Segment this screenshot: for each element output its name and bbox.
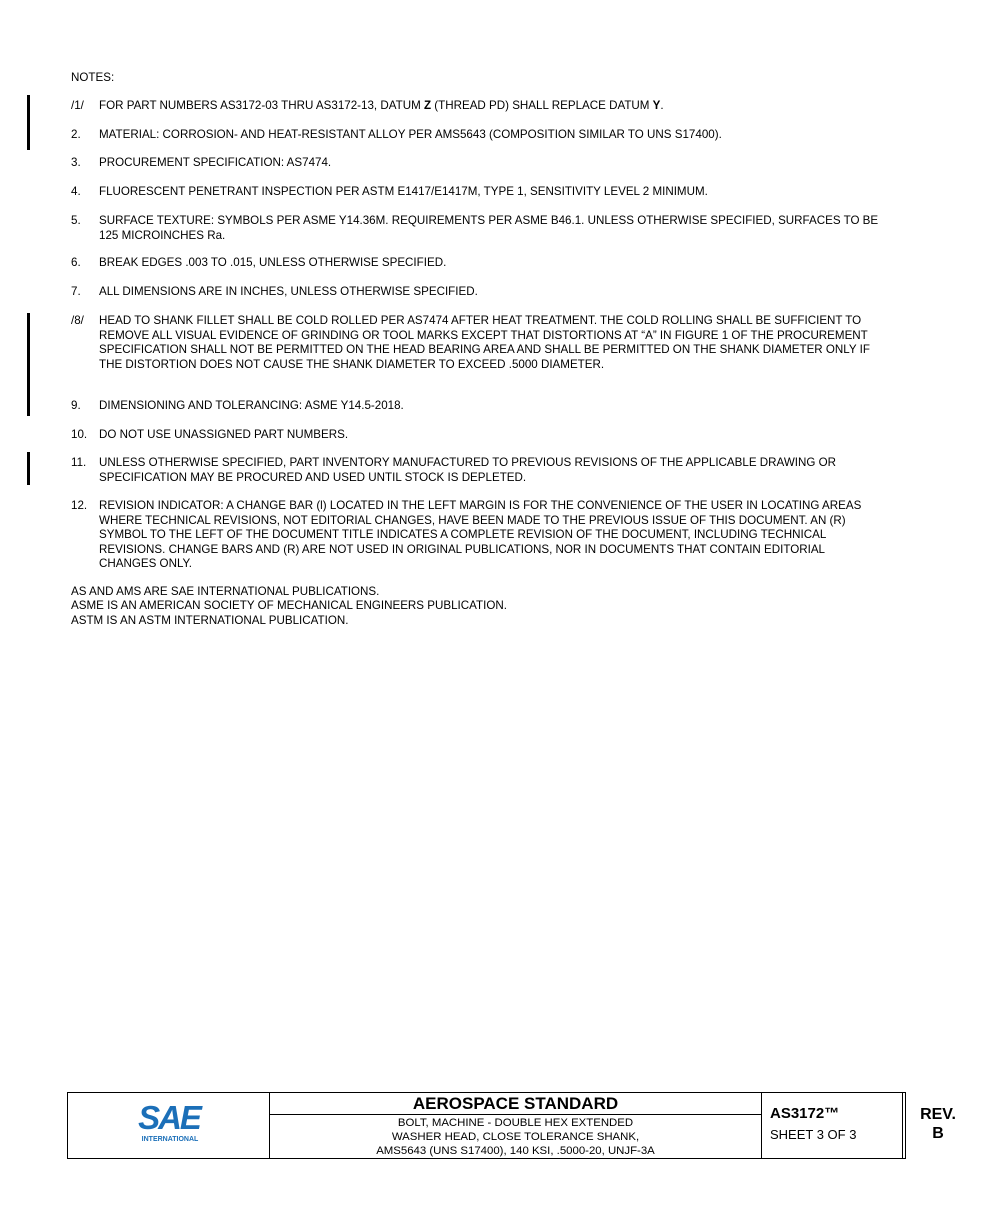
revision-label: REV. (920, 1106, 956, 1123)
note-item (71, 156, 881, 171)
note-text: PROCUREMENT SPECIFICATION: AS7474. (99, 156, 332, 169)
note-item (71, 285, 881, 300)
note-item (71, 499, 881, 572)
revision-cell (903, 1093, 1005, 1158)
note-item (71, 314, 881, 372)
change-bar (27, 452, 30, 485)
document-number: AS3172™ (770, 1105, 840, 1122)
description-line: WASHER HEAD, CLOSE TOLERANCE SHANK, (391, 1131, 640, 1144)
publication-line: AS AND AMS ARE SAE INTERNATIONAL PUBLICATIONS. (71, 585, 380, 598)
part-description (270, 1115, 761, 1159)
publication-line: ASME IS AN AMERICAN SOCIETY OF MECHANICAL ENGINEERS PUBLICATION. (71, 599, 507, 613)
publications-list (71, 585, 507, 628)
note-text: REVISION INDICATOR: A CHANGE BAR (l) LOCATED IN THE LEFT MARGIN IS FOR THE CONVENIENCE OF THE USER IN LOCATING AREAS WHERE TECHNICAL REVISIONS, NOT EDITORIAL CHANGES, HAVE BEEN MADE TO THE PREVIOUS ISSUE OF THIS DOCUMENT. AN (R) SYMBOL TO THE LEFT OF THE DOCUMENT TITLE INDICATES A COMPLETE REVISION OF THE DOCUMENT, INCLUDING TECHNICAL REVISIONS. CHANGE BARS AND (R) ARE NOT USED IN ORIGINAL PUBLICATIONS, NOR IN DOCUMENTS THAT CONTAIN EDITORIAL CHANGES ONLY. (99, 499, 862, 570)
change-bar (27, 313, 30, 416)
note-number: 9. (71, 399, 81, 412)
note-item (71, 428, 881, 443)
note-text: FOR PART NUMBERS AS3172-03 THRU AS3172-13, DATUM Z (THREAD PD) SHALL REPLACE DATUM Y. (99, 99, 664, 112)
note-text: UNLESS OTHERWISE SPECIFIED, PART INVENTORY MANUFACTURED TO PREVIOUS REVISIONS OF THE APPLICABLE DRAWING OR SPECIFICATION MAY BE PROCURED AND USED UNTIL STOCK IS DEPLETED. (99, 456, 837, 484)
svg-text:INTERNATIONAL: INTERNATIONAL (141, 1136, 199, 1143)
sheet-number: SHEET 3 OF 3 (770, 1127, 857, 1142)
note-item (71, 185, 881, 200)
note-number: 2. (71, 128, 81, 141)
note-number: 7. (71, 285, 81, 298)
note-text: HEAD TO SHANK FILLET SHALL BE COLD ROLLED PER AS7474 AFTER HEAT TREATMENT. THE COLD ROLLING SHALL BE SUFFICIENT TO REMOVE ALL VISUAL EVIDENCE OF GRINDING OR TOOL MARKS EXCEPT THAT DISTORTIONS AT “A” IN FIGURE 1 OF THE PROCUREMENT SPECIFICATION SHALL NOT BE PERMITTED ON THE HEAD BEARING AREA AND SHALL BE PERMITTED ON THE SHANK DIAMETER ONLY IF THE DISTORTION DOES NOT CAUSE THE SHANK DIAMETER TO EXCEED .5000 DIAMETER. (99, 314, 870, 371)
note-item (71, 99, 881, 114)
sae-logo (136, 1099, 202, 1143)
document-number-cell (762, 1093, 903, 1158)
note-text: DO NOT USE UNASSIGNED PART NUMBERS. (99, 428, 349, 441)
svg-text:SAE: SAE (138, 1099, 200, 1136)
note-number: 3. (71, 156, 81, 169)
publication-line: ASTM IS AN ASTM INTERNATIONAL PUBLICATION. (71, 613, 349, 627)
change-bar (27, 95, 30, 150)
note-text: ALL DIMENSIONS ARE IN INCHES, UNLESS OTHERWISE SPECIFIED. (99, 285, 478, 298)
note-number: 11. (71, 456, 87, 469)
note-number: 6. (71, 256, 81, 269)
note-item (71, 456, 881, 485)
standard-type: AEROSPACE STANDARD (270, 1093, 761, 1115)
note-number: /1/ (71, 99, 84, 112)
logo-cell (68, 1093, 270, 1158)
revision (903, 1105, 973, 1143)
note-number: /8/ (71, 314, 84, 327)
note-item (71, 214, 881, 243)
note-number: 5. (71, 214, 81, 227)
note-number: 4. (71, 185, 81, 198)
note-text: FLUORESCENT PENETRANT INSPECTION PER ASTM E1417/E1417M, TYPE 1, SENSITIVITY LEVEL 2 MINIMUM. (99, 185, 708, 198)
title-block (67, 1092, 956, 1159)
note-text: MATERIAL: CORROSION- AND HEAT-RESISTANT ALLOY PER AMS5643 (COMPOSITION SIMILAR TO UNS S17400). (99, 128, 722, 141)
note-text: DIMENSIONING AND TOLERANCING: ASME Y14.5-2018. (99, 399, 404, 412)
description-line: BOLT, MACHINE - DOUBLE HEX EXTENDED (397, 1117, 634, 1129)
note-text: BREAK EDGES .003 TO .015, UNLESS OTHERWISE SPECIFIED. (99, 256, 447, 269)
revision-value: B (932, 1125, 944, 1142)
notes-heading: NOTES: (71, 71, 115, 84)
note-item (71, 399, 881, 414)
note-item (71, 128, 881, 143)
note-number: 10. (71, 428, 88, 441)
note-text: SURFACE TEXTURE: SYMBOLS PER ASME Y14.36M. REQUIREMENTS PER ASME B46.1. UNLESS OTHERWISE SPECIFIED, SURFACES TO BE 125 MICROINCHES Ra. (99, 214, 879, 242)
title-cell (270, 1093, 762, 1158)
note-number: 12. (71, 499, 88, 512)
note-item (71, 256, 881, 271)
description-line: AMS5643 (UNS S17400), 140 KSI, .5000-20, UNJF-3A (376, 1145, 655, 1158)
